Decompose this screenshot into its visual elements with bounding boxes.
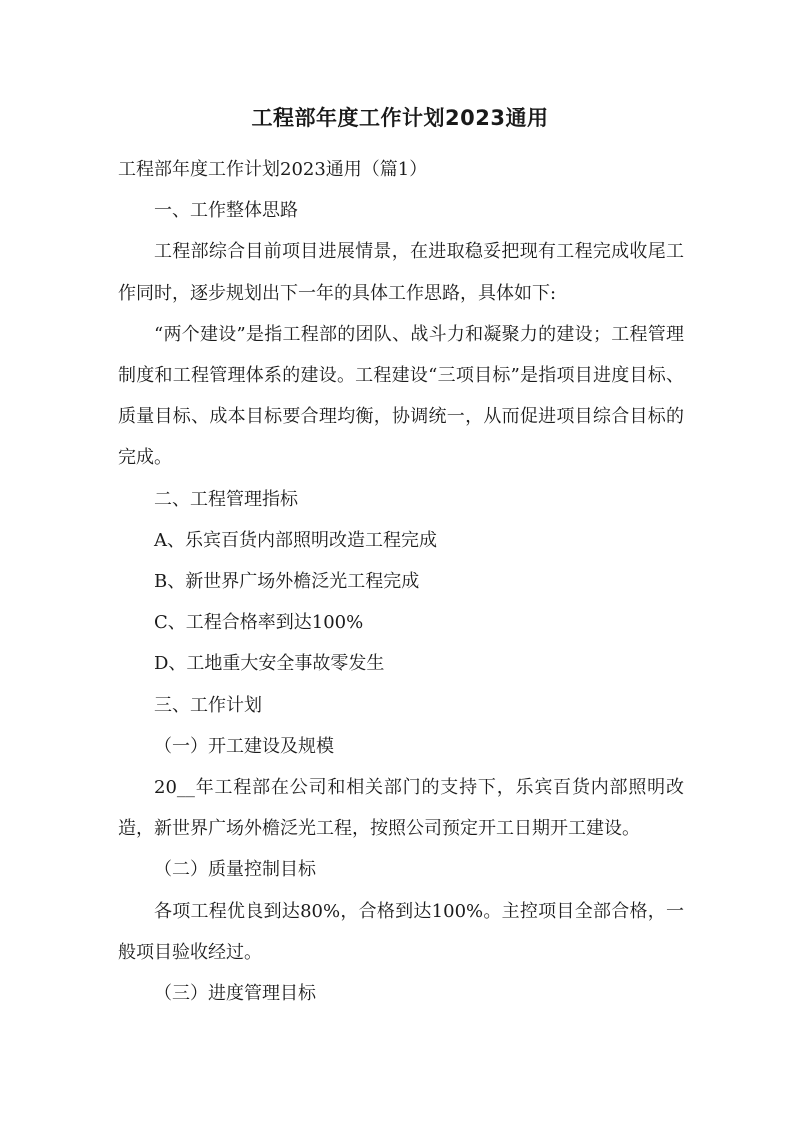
paragraph-heading: 一、工作整体思路 xyxy=(154,200,298,222)
paragraph: 20__年工程部在公司和相关部门的支持下，乐宾百货内部照明改造，新世界广场外檐泛光工程，按照公司预定开工日期开工建设。 xyxy=(118,777,684,840)
section-heading: 工程部年度工作计划2023通用（篇1） xyxy=(118,159,428,180)
list-item: B、新世界广场外檐泛光工程完成 xyxy=(154,571,420,593)
paragraph: “两个建设”是指工程部的团队、战斗力和凝聚力的建设；工程管理制度和工程管理体系的建设。工程建设“三项目标”是指项目进度目标、质量目标、成本目标要合理均衡，协调统一，从而促进项目综合目标的完成。 xyxy=(118,323,684,469)
paragraph: 各项工程优良到达80%，合格到达100%。主控项目全部合格，一般项目验收经过。 xyxy=(118,900,684,963)
subheading: （二）质量控制目标 xyxy=(154,859,316,881)
list-item: C、工程合格率到达100% xyxy=(154,612,364,634)
paragraph-heading: 三、工作计划 xyxy=(154,694,262,716)
paragraph: 工程部综合目前项目进展情景，在进取稳妥把现有工程完成收尾工作同时，逐步规划出下一年的具体工作思路，具体如下: xyxy=(118,241,684,304)
list-item: D、工地重大安全事故零发生 xyxy=(154,653,385,675)
paragraph-heading: 二、工程管理指标 xyxy=(154,488,298,510)
subheading: （三）进度管理目标 xyxy=(154,983,316,1005)
list-item: A、乐宾百货内部照明改造工程完成 xyxy=(154,529,437,551)
document-title: 工程部年度工作计划2023通用 xyxy=(251,106,549,130)
document-body xyxy=(118,149,684,1014)
subheading: （一）开工建设及规模 xyxy=(154,735,334,757)
